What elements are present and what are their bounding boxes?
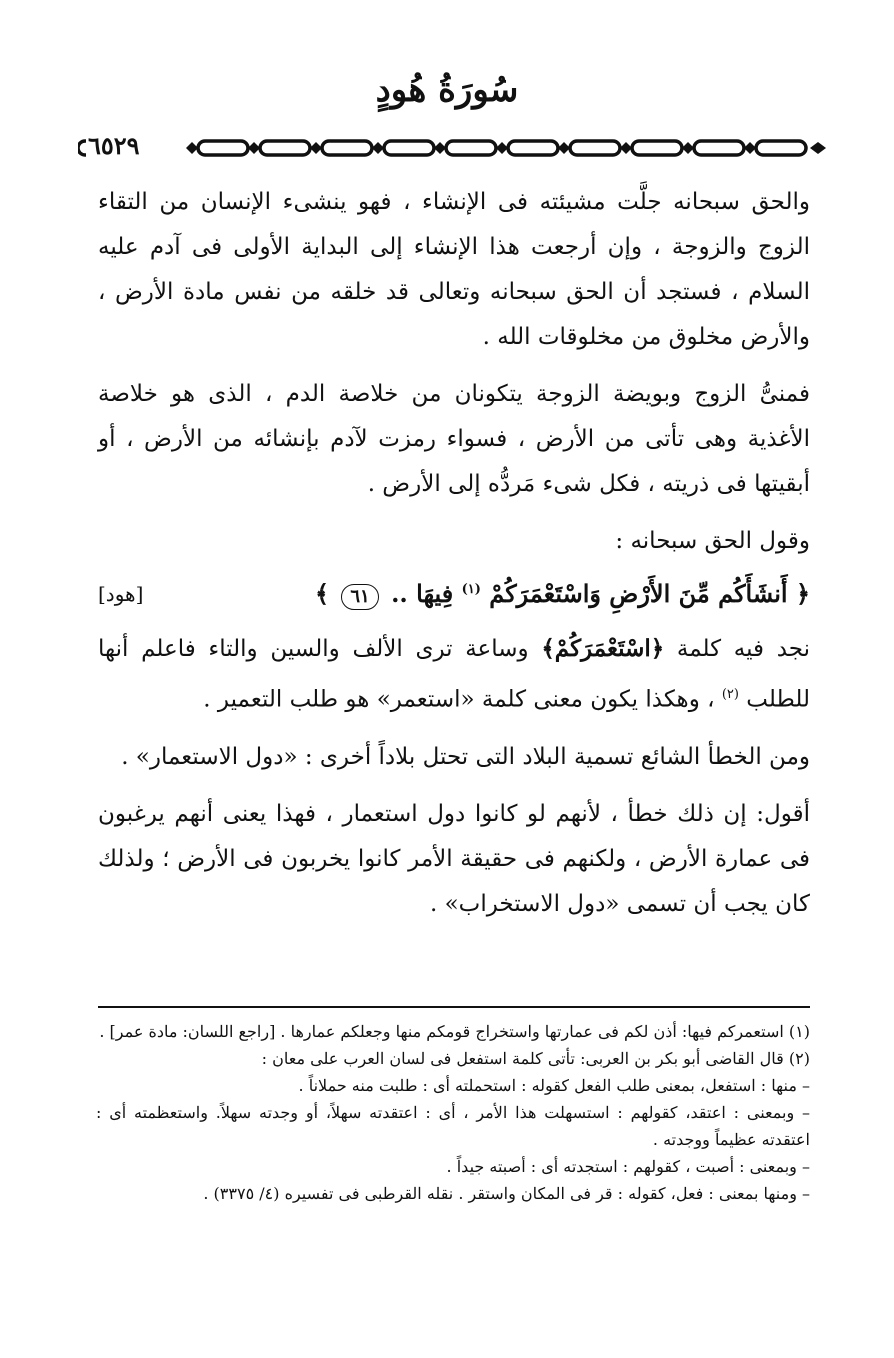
quran-word: ﴿اسْتَعْمَرَكُمْ﴾ — [541, 635, 665, 662]
verse-text-part-2: فِيهَا .. — [391, 578, 454, 608]
page-number: ٦٥٢٩ — [86, 126, 142, 166]
footnote-divider — [98, 1006, 810, 1008]
paragraph-4-start: نجد فيه كلمة — [676, 636, 811, 662]
footnote-2-intro: (٢) قال القاضى أبو بكر بن العربى: تأتى كلمة استفعل فى لسان العرب على معان : — [261, 1049, 810, 1068]
verse-text — [315, 579, 810, 610]
verse-open-bracket: ﴿ — [795, 578, 810, 608]
footnote-2-line-3: – وبمعنى : أصبت ، كقولهم : استجدته أى : أصبته جيداً . — [446, 1157, 810, 1176]
footnotes — [96, 1018, 810, 1207]
surah-title: سُورَةُ هُودٍ — [375, 70, 519, 110]
ornamental-border — [78, 135, 838, 161]
paragraph-2: فمنىُّ الزوج وبويضة الزوجة يتكونان من خلاصة الدم ، الذى هو خلاصة الأغذية وهى تأتى من الأرض ، فسواء رمزت لآدم بإنشائه من الأرض ، أو أبقيتها فى ذريته ، فكل شىء مَردُّه إلى الأرض . — [98, 381, 810, 497]
paragraph-4-middle: وساعة ترى الألف والسين والتاء فاعلم أنها للطلب — [98, 636, 810, 713]
footnote-2-line-1: – منها : استفعل، بمعنى طلب الفعل كقوله : استحملته أى : طلبت منه حملاناً . — [298, 1076, 810, 1095]
quran-verse — [98, 568, 810, 620]
paragraph-5: ومن الخطأ الشائع تسمية البلاد التى تحتل بلاداً أخرى : «دول الاستعمار» . — [121, 743, 810, 770]
footnote-ref-1[interactable]: (١) — [461, 581, 481, 597]
paragraph-1: والحق سبحانه جلَّت مشيئته فى الإنشاء ، فهو ينشىء الإنسان من التقاء الزوج والزوجة ، وإن أرجعت هذا الإنشاء إلى البداية الأولى فى آدم عليه السلام ، فستجد أن الحق سبحانه وتعالى قد خلقه من نفس مادة الأرض ، والأرض مخلوق من مخلوقات الله . — [98, 189, 810, 350]
footnote-2-line-4: – ومنها بمعنى : فعل، كقوله : قر فى المكان واستقر . نقله القرطبى فى تفسيره (٤/ ٣٣٧٥) . — [203, 1184, 810, 1203]
main-text — [98, 180, 810, 939]
paragraph-4 — [98, 626, 810, 723]
verse-close-bracket: ﴾ — [314, 578, 330, 608]
paragraph-3: وقول الحق سبحانه : — [615, 528, 810, 554]
paragraph-6: أقول: إن ذلك خطأ ، لأنهم لو كانوا دول استعمار ، فهذا يعنى أنهم يرغبون فى عمارة الأرض ، ولكنهم فى حقيقة الأمر كانوا يخربون فى الأرض ؛ ولذلك كان يجب أن تسمى «دول الاستخراب» . — [98, 800, 810, 917]
verse-source: [هود] — [98, 582, 144, 606]
chain-ornament-icon — [78, 135, 838, 161]
paragraph-4-end: ، وهكذا يكون معنى كلمة «استعمر» هو طلب التعمير . — [203, 686, 715, 713]
footnote-ref-2[interactable]: (٢) — [721, 687, 739, 702]
footnote-2-line-2: – وبمعنى : اعتقد، كقولهم : استسهلت هذا الأمر ، أى : اعتقدته سهلاً، أو وجدته سهلاً. واستعظمته أى : اعتقدته عظيماً ووجدته . — [96, 1103, 810, 1149]
footnote-1: (١) استعمركم فيها: أذن لكم فى عمارتها واستخراج قومكم منها وجعلكم عمارها . [راجع اللسان: مادة عمر] . — [99, 1022, 810, 1041]
verse-text-part-1: أَنشَأَكُم مِّنَ الأَرْضِ وَاسْتَعْمَرَكُمْ — [489, 578, 788, 608]
ayah-number: ٦١ — [341, 584, 378, 610]
